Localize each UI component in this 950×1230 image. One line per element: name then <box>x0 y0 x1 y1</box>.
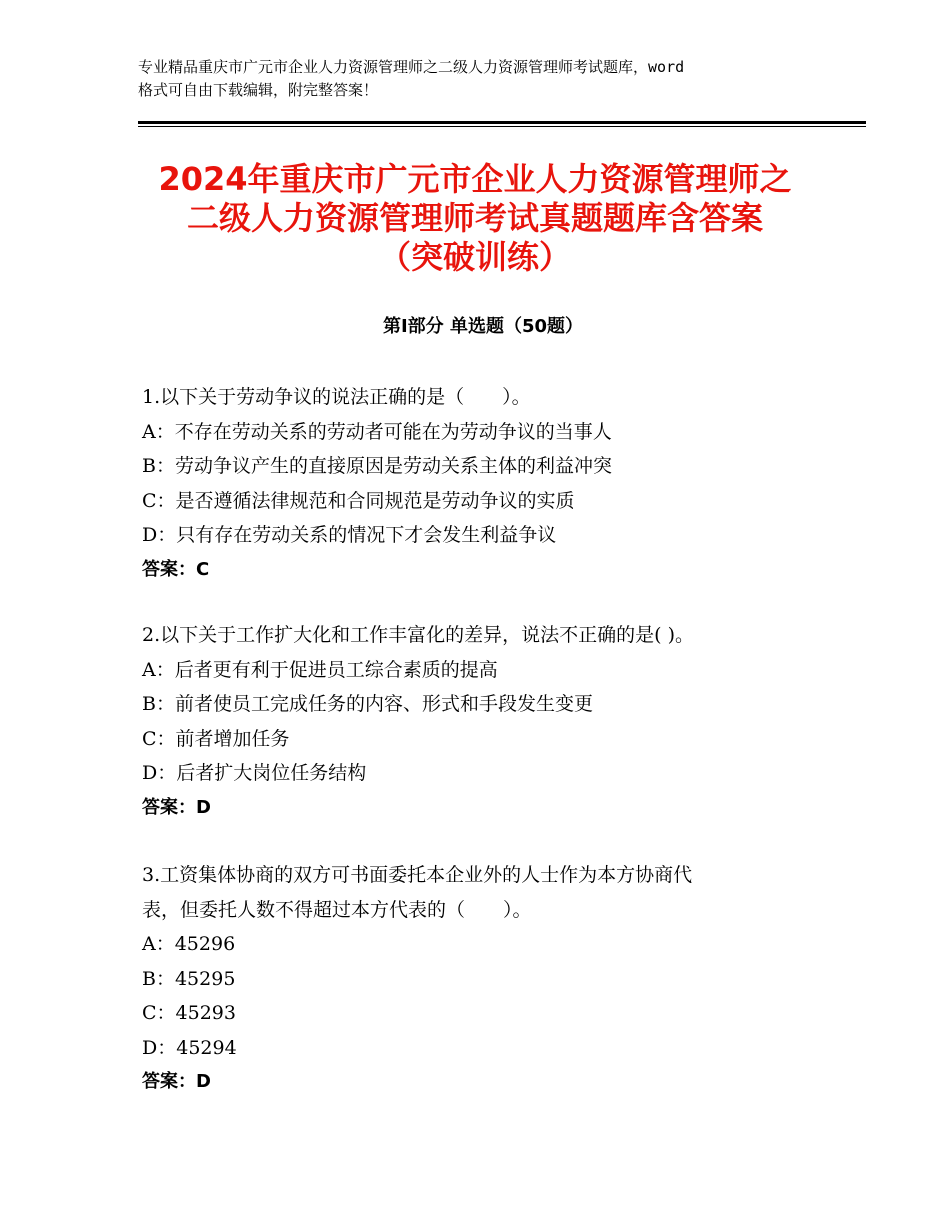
question-2 <box>142 618 802 825</box>
option-b: B：劳动争议产生的直接原因是劳动关系主体的利益冲突 <box>142 455 612 477</box>
question-3 <box>142 858 802 1100</box>
header-note <box>138 56 828 102</box>
section-title: 第Ⅰ部分 单选题（50题） <box>382 316 583 337</box>
option-d: D：后者扩大岗位任务结构 <box>142 762 367 784</box>
option-d: D：45294 <box>142 1036 237 1059</box>
question-stem: 1.以下关于劳动争议的说法正确的是（ ）。 <box>142 386 531 408</box>
answer: 答案：D <box>142 1071 211 1092</box>
title-line: 二级人力资源管理师考试真题题库含答案 <box>186 199 763 237</box>
option-a: A：不存在劳动关系的劳动者可能在为劳动争议的当事人 <box>142 420 612 443</box>
header-note-line: 格式可自由下载编辑，附完整答案！ <box>138 81 379 99</box>
document-title <box>120 160 830 277</box>
answer: 答案：C <box>142 558 210 580</box>
question-stem: 2.以下关于工作扩大化和工作丰富化的差异，说法不正确的是( )。 <box>142 624 694 646</box>
header-divider-thick <box>138 121 866 124</box>
option-b: B：45295 <box>142 967 236 990</box>
option-a: A：45296 <box>142 933 236 955</box>
option-c: C：前者增加任务 <box>142 727 290 750</box>
question-stem-continued: 表，但委托人数不得超过本方代表的（ ）。 <box>142 898 532 921</box>
option-d: D：只有存在劳动关系的情况下才会发生利益争议 <box>142 524 557 546</box>
header-note-line: 专业精品重庆市广元市企业人力资源管理师之二级人力资源管理师考试题库，word <box>138 58 685 76</box>
question-1 <box>142 380 802 587</box>
option-c: C：是否遵循法律规范和合同规范是劳动争议的实质 <box>142 489 575 512</box>
header-divider-thin <box>138 126 866 127</box>
title-line: 2024年重庆市广元市企业人力资源管理师之 <box>158 160 792 198</box>
question-stem: 3.工资集体协商的双方可书面委托本企业外的人士作为本方协商代 <box>142 864 693 886</box>
option-a: A：后者更有利于促进员工综合素质的提高 <box>142 658 498 681</box>
option-b: B：前者使员工完成任务的内容、形式和手段发生变更 <box>142 693 593 715</box>
option-c: C：45293 <box>142 1002 236 1024</box>
title-line: （突破训练） <box>378 238 571 276</box>
answer: 答案：D <box>142 796 211 818</box>
